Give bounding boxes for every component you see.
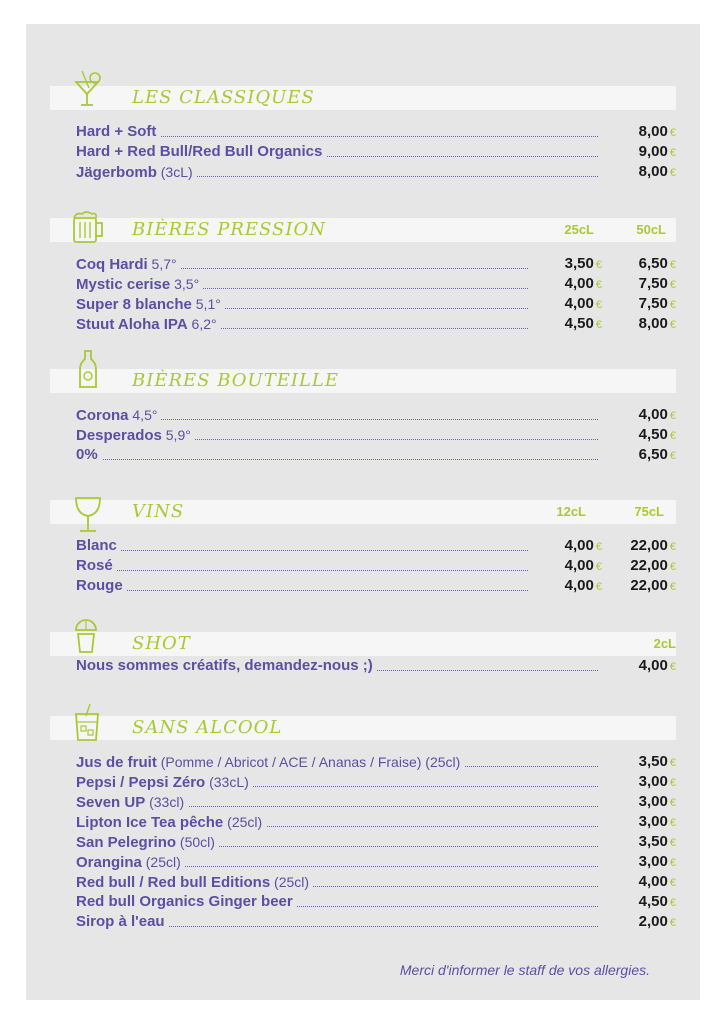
item-name bbox=[76, 254, 181, 275]
item-price bbox=[565, 294, 602, 315]
item-detail: (50cl) bbox=[176, 834, 215, 850]
item-name-text: Rosé bbox=[76, 557, 113, 574]
currency-symbol: € bbox=[595, 561, 602, 573]
menu-item bbox=[76, 752, 676, 772]
price-value: 4,00 bbox=[638, 406, 668, 423]
item-name bbox=[76, 425, 195, 446]
item-price bbox=[639, 812, 676, 833]
item-name-text: Blanc bbox=[76, 537, 117, 554]
item-detail: (3cL) bbox=[156, 164, 193, 180]
item-name bbox=[76, 772, 253, 793]
dotted-leader bbox=[76, 550, 528, 551]
currency-symbol: € bbox=[669, 147, 676, 159]
menu-item bbox=[76, 772, 676, 792]
wine-glass-icon bbox=[70, 494, 106, 534]
menu-item bbox=[76, 274, 676, 294]
price-value: 22,00 bbox=[630, 577, 668, 594]
dotted-leader bbox=[76, 590, 528, 591]
menu-item bbox=[76, 254, 676, 274]
item-name bbox=[76, 142, 326, 162]
item-name bbox=[76, 892, 297, 912]
price-value: 3,00 bbox=[638, 853, 668, 870]
item-name bbox=[76, 812, 266, 833]
price-value: 8,00 bbox=[638, 315, 668, 332]
price-value: 22,00 bbox=[630, 537, 668, 554]
price-value: 4,00 bbox=[638, 657, 668, 674]
section-title: SANS ALCOOL bbox=[132, 717, 283, 738]
menu-item bbox=[76, 792, 676, 812]
soft-drink-icon bbox=[70, 702, 106, 742]
item-price bbox=[639, 445, 676, 466]
column-header-glass: 12cL bbox=[556, 504, 586, 519]
item-price bbox=[639, 752, 676, 773]
currency-symbol: € bbox=[669, 877, 676, 889]
item-price bbox=[639, 425, 676, 446]
item-detail: 5,1° bbox=[191, 296, 221, 312]
currency-symbol: € bbox=[669, 319, 676, 331]
item-detail: (25cl) bbox=[223, 814, 263, 830]
currency-symbol: € bbox=[595, 581, 602, 593]
menu-page bbox=[26, 24, 700, 1000]
currency-symbol: € bbox=[669, 857, 676, 869]
price-value: 3,50 bbox=[638, 753, 668, 770]
menu-item bbox=[76, 122, 676, 142]
item-name-text: Hard + Red Bull/Red Bull Organics bbox=[76, 143, 323, 160]
item-name-text: 0% bbox=[76, 446, 98, 463]
item-price bbox=[639, 274, 676, 295]
currency-symbol: € bbox=[669, 777, 676, 789]
item-name bbox=[76, 872, 313, 893]
currency-symbol: € bbox=[669, 797, 676, 809]
currency-symbol: € bbox=[669, 661, 676, 673]
price-value: 22,00 bbox=[630, 557, 668, 574]
beer-mug-icon bbox=[70, 208, 106, 248]
price-value: 7,50 bbox=[638, 275, 668, 292]
section-title: SHOT bbox=[132, 633, 191, 654]
item-price bbox=[639, 142, 676, 163]
currency-symbol: € bbox=[669, 581, 676, 593]
price-value: 6,50 bbox=[638, 446, 668, 463]
currency-symbol: € bbox=[595, 319, 602, 331]
item-name-text: Jus de fruit bbox=[76, 754, 157, 771]
currency-symbol: € bbox=[669, 410, 676, 422]
item-price bbox=[639, 314, 676, 335]
menu-item bbox=[76, 536, 676, 556]
item-price bbox=[639, 832, 676, 853]
item-price bbox=[565, 576, 602, 597]
menu-item bbox=[76, 162, 676, 182]
price-value: 4,00 bbox=[564, 537, 594, 554]
price-value: 4,50 bbox=[638, 426, 668, 443]
item-name-text: San Pelegrino bbox=[76, 834, 177, 851]
item-price bbox=[639, 294, 676, 315]
item-name bbox=[76, 536, 121, 556]
item-price bbox=[639, 656, 676, 677]
currency-symbol: € bbox=[669, 837, 676, 849]
price-value: 7,50 bbox=[638, 295, 668, 312]
item-detail: (33cl) bbox=[145, 794, 185, 810]
currency-symbol: € bbox=[669, 167, 676, 179]
price-value: 4,50 bbox=[638, 893, 668, 910]
currency-symbol: € bbox=[669, 541, 676, 553]
item-name-text: Desperados bbox=[76, 427, 162, 444]
currency-symbol: € bbox=[669, 817, 676, 829]
price-value: 3,00 bbox=[638, 813, 668, 830]
currency-symbol: € bbox=[595, 259, 602, 271]
currency-symbol: € bbox=[669, 897, 676, 909]
item-name-text: Sirop à l'eau bbox=[76, 913, 165, 930]
item-price bbox=[630, 536, 676, 557]
item-name bbox=[76, 314, 221, 335]
item-price bbox=[639, 792, 676, 813]
menu-item bbox=[76, 142, 676, 162]
item-name bbox=[76, 576, 127, 596]
item-price bbox=[639, 254, 676, 275]
dotted-leader bbox=[76, 570, 528, 571]
item-price bbox=[639, 892, 676, 913]
menu-item bbox=[76, 912, 676, 932]
item-name bbox=[76, 405, 161, 426]
menu-item bbox=[76, 556, 676, 576]
column-header-bottle: 75cL bbox=[634, 504, 664, 519]
item-price bbox=[639, 772, 676, 793]
column-header-large: 50cL bbox=[636, 222, 666, 237]
item-price bbox=[639, 162, 676, 183]
item-price bbox=[639, 122, 676, 143]
menu-item bbox=[76, 314, 676, 334]
currency-symbol: € bbox=[595, 299, 602, 311]
item-name-text: Corona bbox=[76, 407, 129, 424]
currency-symbol: € bbox=[669, 757, 676, 769]
currency-symbol: € bbox=[669, 259, 676, 271]
item-detail: 6,2° bbox=[187, 316, 217, 332]
price-value: 3,50 bbox=[638, 833, 668, 850]
price-value: 8,00 bbox=[638, 163, 668, 180]
item-name-text: Pepsi / Pepsi Zéro bbox=[76, 774, 206, 791]
menu-item bbox=[76, 445, 676, 465]
menu-item bbox=[76, 294, 676, 314]
cocktail-icon bbox=[70, 68, 106, 108]
item-price bbox=[565, 314, 602, 335]
price-value: 4,00 bbox=[564, 295, 594, 312]
item-name-text: Rouge bbox=[76, 577, 123, 594]
column-header-shot: 2cL bbox=[653, 636, 676, 651]
currency-symbol: € bbox=[595, 279, 602, 291]
item-price bbox=[639, 852, 676, 873]
item-name bbox=[76, 445, 102, 465]
price-value: 4,00 bbox=[638, 873, 668, 890]
item-name-text: Orangina bbox=[76, 854, 142, 871]
item-detail: 4,5° bbox=[128, 407, 158, 423]
currency-symbol: € bbox=[595, 541, 602, 553]
menu-item bbox=[76, 405, 676, 425]
menu-item bbox=[76, 892, 676, 912]
item-name-text: Lipton Ice Tea pêche bbox=[76, 814, 224, 831]
section-title: VINS bbox=[132, 501, 185, 522]
item-name-text: Super 8 blanche bbox=[76, 296, 192, 313]
item-name bbox=[76, 752, 464, 773]
item-price bbox=[565, 536, 602, 557]
item-name bbox=[76, 274, 203, 295]
item-name bbox=[76, 656, 377, 676]
allergy-note: Merci d'informer le staff de vos allergies. bbox=[399, 962, 650, 978]
menu-item bbox=[76, 832, 676, 852]
price-value: 4,00 bbox=[564, 577, 594, 594]
menu-item bbox=[76, 425, 676, 445]
item-price bbox=[565, 274, 602, 295]
item-detail: (25cl) bbox=[141, 854, 181, 870]
currency-symbol: € bbox=[669, 299, 676, 311]
column-header-small: 25cL bbox=[564, 222, 594, 237]
item-name-text: Coq Hardi bbox=[76, 256, 148, 273]
price-value: 9,00 bbox=[638, 143, 668, 160]
item-name-text: Red bull Organics Ginger beer bbox=[76, 893, 293, 910]
price-value: 2,00 bbox=[638, 913, 668, 930]
item-name-text: Red bull / Red bull Editions bbox=[76, 874, 271, 891]
item-name-text: Hard + Soft bbox=[76, 123, 157, 140]
item-name bbox=[76, 162, 197, 183]
item-price bbox=[565, 556, 602, 577]
menu-item bbox=[76, 812, 676, 832]
price-value: 8,00 bbox=[638, 123, 668, 140]
item-detail: (Pomme / Abricot / ACE / Ananas / Fraise) (25cl) bbox=[156, 754, 461, 770]
item-name bbox=[76, 122, 160, 142]
menu-item bbox=[76, 576, 676, 596]
item-name-text: Jägerbomb bbox=[76, 164, 157, 181]
price-value: 4,00 bbox=[564, 275, 594, 292]
item-price bbox=[639, 872, 676, 893]
currency-symbol: € bbox=[669, 917, 676, 929]
currency-symbol: € bbox=[669, 279, 676, 291]
item-price bbox=[630, 556, 676, 577]
item-detail: 5,9° bbox=[161, 427, 191, 443]
item-name bbox=[76, 792, 188, 813]
section-title: BIÈRES BOUTEILLE bbox=[132, 370, 340, 391]
price-value: 4,50 bbox=[564, 315, 594, 332]
menu-item bbox=[76, 656, 676, 676]
item-name bbox=[76, 852, 185, 873]
menu-item bbox=[76, 852, 676, 872]
item-name-text: Mystic cerise bbox=[76, 276, 171, 293]
item-name bbox=[76, 294, 225, 315]
beer-bottle-icon bbox=[70, 349, 106, 389]
shot-glass-icon bbox=[70, 618, 106, 658]
item-name-text: Stuut Aloha IPA bbox=[76, 316, 188, 333]
item-name-text: Nous sommes créatifs, demandez-nous ;) bbox=[76, 657, 373, 674]
item-detail: 3,5° bbox=[170, 276, 200, 292]
item-detail: (33cL) bbox=[205, 774, 249, 790]
item-name bbox=[76, 556, 117, 576]
item-name bbox=[76, 912, 169, 932]
item-name bbox=[76, 832, 219, 853]
item-name-text: Seven UP bbox=[76, 794, 146, 811]
item-price bbox=[630, 576, 676, 597]
item-price bbox=[639, 405, 676, 426]
price-value: 6,50 bbox=[638, 255, 668, 272]
currency-symbol: € bbox=[669, 430, 676, 442]
item-detail: (25cl) bbox=[270, 874, 310, 890]
item-price bbox=[639, 912, 676, 933]
menu-item bbox=[76, 872, 676, 892]
price-value: 4,00 bbox=[564, 557, 594, 574]
dotted-leader bbox=[76, 459, 598, 460]
currency-symbol: € bbox=[669, 561, 676, 573]
currency-symbol: € bbox=[669, 127, 676, 139]
price-value: 3,00 bbox=[638, 773, 668, 790]
section-title: BIÈRES PRESSION bbox=[132, 219, 326, 240]
item-price bbox=[565, 254, 602, 275]
section-title: LES CLASSIQUES bbox=[132, 87, 315, 108]
currency-symbol: € bbox=[669, 450, 676, 462]
price-value: 3,50 bbox=[564, 255, 594, 272]
price-value: 3,00 bbox=[638, 793, 668, 810]
item-detail: 5,7° bbox=[147, 256, 177, 272]
